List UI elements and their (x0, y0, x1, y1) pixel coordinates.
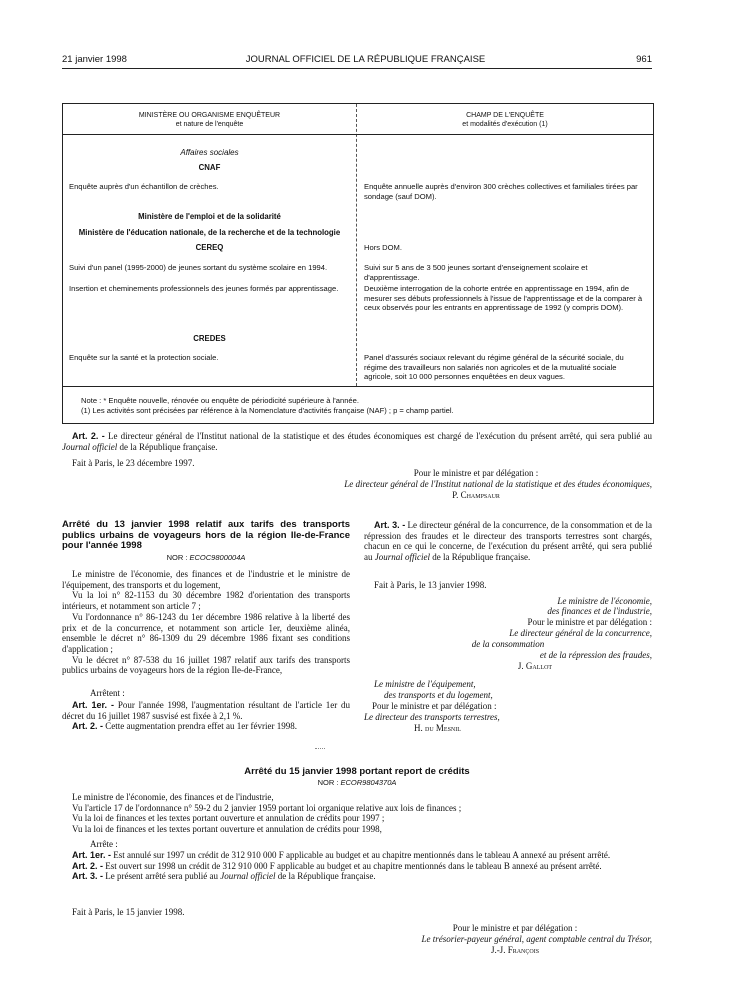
cnaf-scope: Enquête annuelle auprès d'environ 300 crèches collectives et familiales tirées par sondage (sauf DOM). (364, 182, 638, 201)
cereq-scope-panel: Suivi sur 5 ans de 3 500 jeunes sortant d'enseignement scolaire et d'apprentissage. (364, 263, 588, 282)
delegation-line-3: Pour le ministre et par délégation : (452, 923, 578, 933)
minister-economy-line1: Le ministre de l'économie, (557, 596, 652, 606)
minister-equipment-line2: des transports et du logement, (384, 690, 493, 700)
cereq-survey-insertion: Insertion et cheminements professionnels des jeunes formés par apprentissage. (69, 284, 339, 293)
tresorier-title: Le trésorier-payeur général, agent comptable central du Trésor, (421, 934, 652, 944)
cnaf-survey: Enquête auprès d'un échantillon de crèches. (69, 182, 219, 191)
section-affaires-sociales: Affaires sociales (180, 148, 239, 157)
arrete-1-preamble: Le ministre de l'économie, des finances et de l'industrie et le ministre de l'équipement, des transports et du logement, Vu la loi n° 82-1153 du 30 décembre 1982 d'orientation des transports intérieurs, et notamment son article 7 ; Vu l'ordonnance n° 86-1243 du 1er décembre 1986 relative à la liberté des prix et de la concurrence, et notamment son article 1er, deuxième alinéa, ensemble le décret n° 86-1309 du 29 décembre 1986 fixant ses conditions d'application ; Vu le décret n° 87-538 du 16 juillet 1987 relatif aux tarifs des transports publics urbains de voyageurs hors de la région Ile-de-France, (62, 569, 350, 676)
arretent: Arrêtent : (90, 688, 125, 698)
col2-header: CHAMP DE L'ENQUÊTE et modalités d'exécution (1) (462, 112, 548, 128)
col1-header: MINISTÈRE OU ORGANISME ENQUÊTEUR et nature de l'enquête (138, 112, 281, 128)
signatory-title: Le directeur général de l'Institut national de la statistique et des études économiques, (344, 479, 652, 489)
header-date: 21 janvier 1998 (62, 54, 127, 65)
credes-survey: Enquête sur la santé et la protection sociale. (69, 353, 219, 362)
nor-reference-2: NOR : ECOR9804370A (317, 778, 397, 787)
dgccrf-line3: et de la répression des fraudes, (539, 650, 652, 660)
section-ministere-education: Ministère de l'éducation nationale, de la recherche et de la technologie (78, 228, 341, 237)
section-ministere-emploi: Ministère de l'emploi et de la solidarité (138, 212, 281, 221)
arrete-1-signing-date: Fait à Paris, le 13 janvier 1998. (374, 580, 487, 590)
nor-reference-1: NOR : ECOC9800004A (166, 553, 246, 562)
article-2-paragraph: Art. 2. - Le directeur général de l'Institut national de la statistique et des études économiques est chargé de l'exécution du présent arrêté, qui sera publié au Journal officiel de la République française. (62, 431, 652, 452)
signing-date: Fait à Paris, le 23 décembre 1997. (72, 458, 195, 468)
journal-title: JOURNAL OFFICIEL DE LA RÉPUBLIQUE FRANÇAISE (245, 54, 486, 65)
arrete-2-signing-date: Fait à Paris, le 15 janvier 1998. (72, 907, 185, 917)
table-footer-rule (63, 386, 653, 387)
column-divider (356, 104, 357, 386)
org-cnaf: CNAF (198, 163, 221, 172)
delegation-line: Pour le ministre et par délégation : (413, 468, 539, 478)
signatory-du-mesnil: H. du Mesnil (414, 723, 461, 733)
cereq-survey-panel: Suivi d'un panel (1995-2000) de jeunes sortant du système scolaire en 1994. (69, 263, 328, 272)
arrete: Arrête : (90, 839, 118, 849)
page-number: 961 (636, 54, 652, 65)
dgccrf-line1: Le directeur général de la concurrence, (509, 628, 652, 638)
minister-economy-line2: des finances et de l'industrie, (547, 606, 652, 616)
transport-director: Le directeur des transports terrestres, (364, 712, 500, 722)
delegation-line-2: Pour le ministre et par délégation : (372, 701, 497, 711)
dgccrf-line2: de la consommation (471, 639, 545, 649)
arrete-2-preamble: Le ministre de l'économie, des finances et de l'industrie, Vu l'article 17 de l'ordonnance n° 59-2 du 2 janvier 1959 portant loi organique relative aux lois de finances ; Vu la loi de finances et les textes portant ouverture et annulation de crédits pour 1997 ; Vu la loi de finances et les textes portant ouverture et annulation de crédits pour 1998, (72, 792, 462, 835)
arrete-13-janvier-title: Arrêté du 13 janvier 1998 relatif aux tarifs des transports publics urbains de voyageurs hors de la région Ile-de-France pour l'année 1998 (62, 519, 350, 551)
table-note: Note : * Enquête nouvelle, rénovée ou enquête de périodicité supérieure à l'année. (81, 396, 359, 405)
table-footnote: (1) Les activités sont précisées par référence à la Nomenclature d'activités française (NAF) ; p = champ partiel. (81, 406, 454, 415)
arrete-1-article-1: Art. 1er. - Pour l'année 1998, l'augmentation résultant de l'article 1er du décret du 16 juillet 1987 susvisé est fixée à 2,1 %. Art. 2. - Cette augmentation prendra effet au 1er février 1998. (62, 700, 350, 732)
table-header-rule (63, 134, 653, 135)
signatory-francois: J.-J. François (490, 945, 540, 955)
signatory-gallot: J. Gallot (517, 661, 553, 671)
org-credes: CREDES (193, 334, 226, 343)
cereq-scope-insertion: Deuxième interrogation de la cohorte entrée en apprentissage en 1994, afin de mesurer ses débuts professionnels à l'issue de l'apprentissage et de la comparer à ceux observés pour les entrants en apprentissage de 1992 (y compris DOM). (364, 284, 643, 313)
header-rule (62, 68, 652, 69)
delegation-line-1: Pour le ministre et par délégation : (527, 617, 652, 627)
credes-scope: Panel d'assurés sociaux relevant du régime général de la sécurité sociale, du régime des travailleurs non salariés non agricoles et de la mutualité sociale agricole, soit 10 000 personnes enquêtées en deux vagues. (364, 353, 624, 382)
arrete-1-article-3: Art. 3. - Le directeur général de la concurrence, de la consommation et de la répression des fraudes et le directeur des transports terrestres sont chargés, chacun en ce qui le concerne, de l'exécution du présent arrêté, qui sera publié au Journal officiel de la République française. (364, 520, 652, 563)
survey-table (62, 103, 654, 424)
arrete-2-articles: Art. 1er. - Est annulé sur 1997 un crédit de 312 910 000 F applicable au budget et au chapitre mentionnés dans le tableau A annexé au présent arrêté. Art. 2. - Est ouvert sur 1998 un crédit de 312 910 000 F applicable au budget et au chapitre mentionnés dans le tableau B annexé au présent arrêté. Art. 3. - Le présent arrêté sera publié au Journal officiel de la République française. (72, 850, 611, 882)
cereq-scope-general: Hors DOM. (364, 243, 402, 252)
org-cereq: CEREQ (195, 243, 224, 252)
arrete-15-janvier-title: Arrêté du 15 janvier 1998 portant report de crédits (244, 766, 470, 777)
minister-equipment-line1: Le ministre de l'équipement, (374, 679, 476, 689)
separator-mark (315, 748, 325, 749)
signatory-name: P. Champsaur (452, 490, 500, 500)
